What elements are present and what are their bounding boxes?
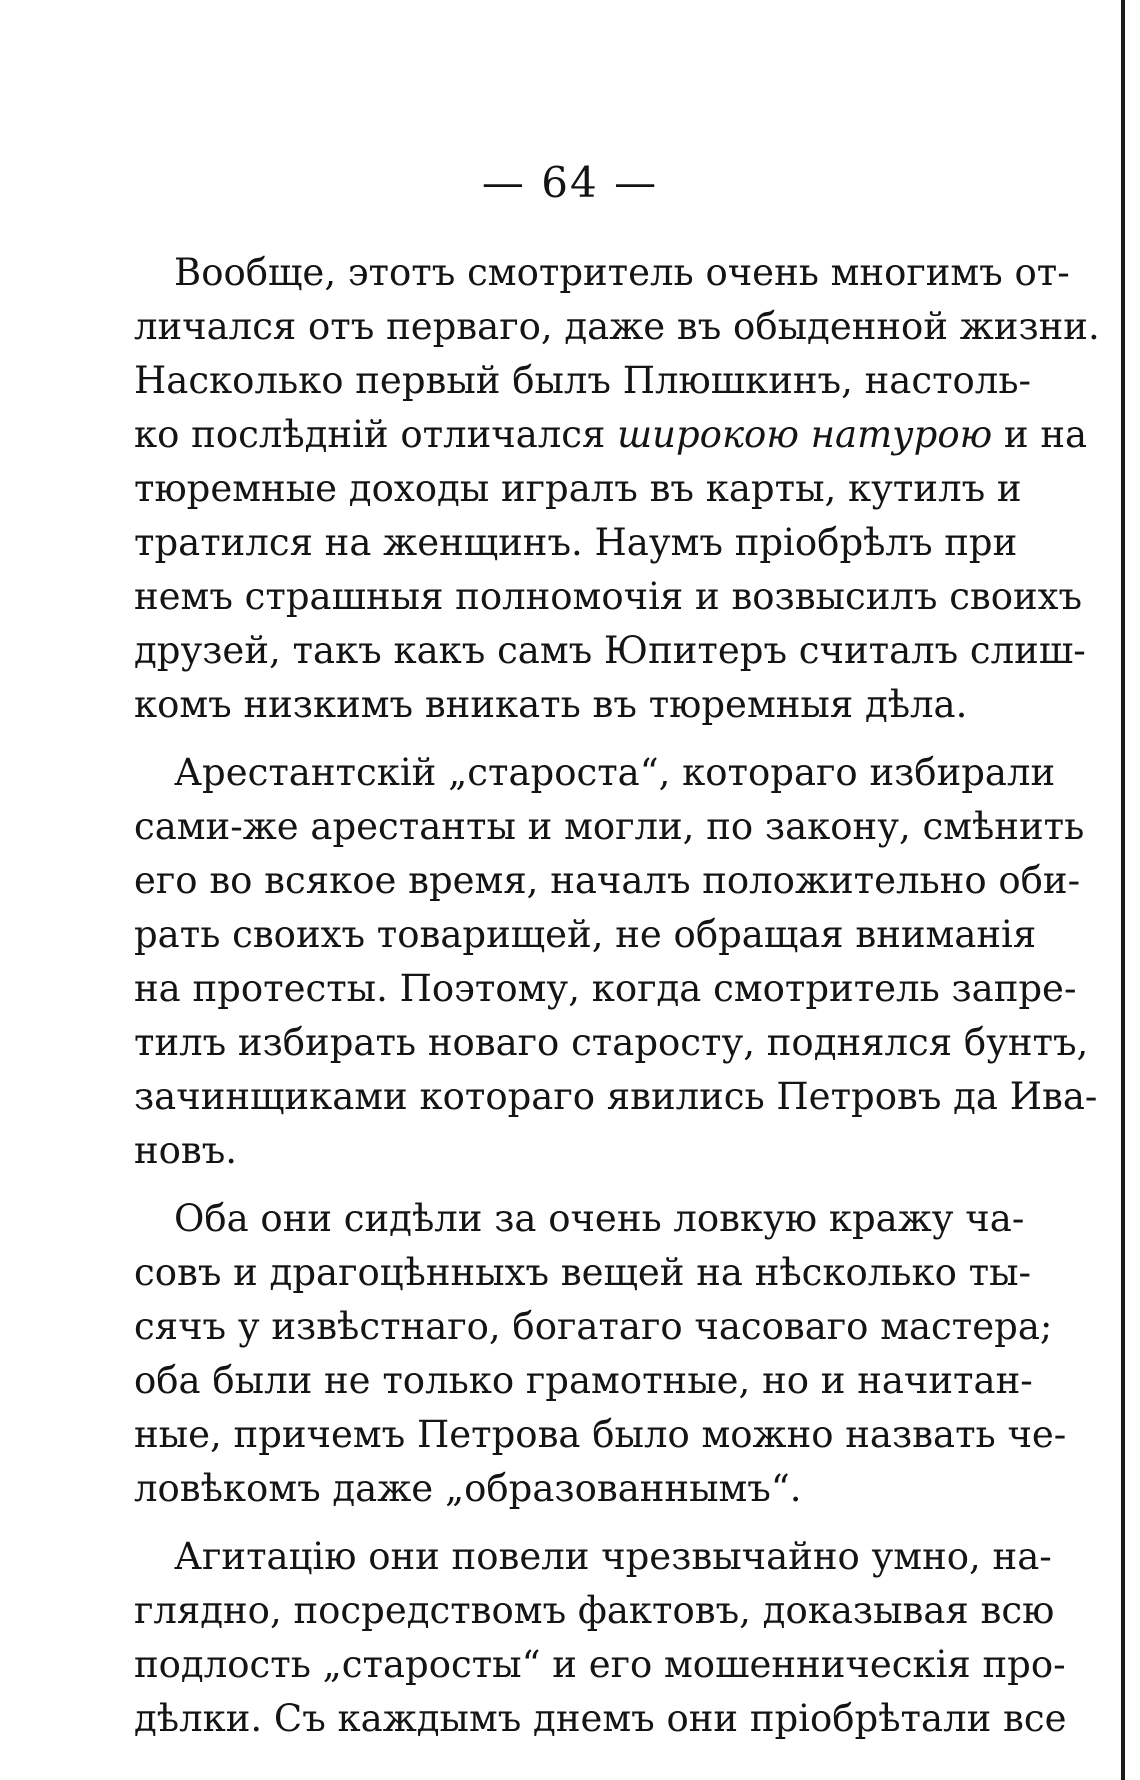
text-line [134,800,1085,854]
paragraph-3 [134,1192,1067,1516]
text-line [134,1692,1067,1746]
text-line [134,1192,1025,1246]
text-segment: сячъ у извѣстнаго, богатаго часоваго мастера; [134,1305,1053,1348]
text-line [134,624,1086,678]
text-line [134,1016,1089,1070]
text-segment: его во всякое время, началъ положительно оби- [134,859,1081,902]
text-line [134,908,1037,962]
text-line [134,570,1083,624]
text-segment: и на [992,413,1088,456]
text-segment: Арестантскій „староста“, котораго избирали [174,751,1056,794]
text-segment: рать своихъ товарищей, не обращая вниманія [134,913,1037,956]
text-line [134,1408,1067,1462]
text-segment: друзей, такъ какъ самъ Юпитеръ считалъ слиш- [134,629,1086,672]
paragraph-2 [134,746,1098,1178]
text-line [134,1124,1004,1178]
page-number: — 64 — [481,158,659,207]
text-line [134,1300,1053,1354]
text-line [134,1070,1098,1124]
text-segment: подлость „старосты“ и его мошенническія про- [134,1643,1066,1686]
text-segment: личался отъ перваго, даже въ обыденной жизни. [134,305,1100,348]
text-line [134,354,1031,408]
text-segment: тилъ избирать новаго старосту, поднялся бунтъ, [134,1021,1089,1064]
text-segment: Насколько первый былъ Плюшкинъ, настоль- [134,359,1031,402]
text-segment: ловѣкомъ даже „образованнымъ“. [134,1467,802,1510]
text-line [134,1246,1032,1300]
text-segment: Оба они сидѣли за очень ловкую кражу ча- [174,1197,1025,1240]
page-edge-line [1121,0,1125,1780]
text-segment: ные, причемъ Петрова было можно назвать че- [134,1413,1067,1456]
text-line [134,516,1018,570]
paragraph-4 [134,1530,1067,1746]
text-segment: сами-же арестанты и могли, по закону, смѣнить [134,805,1085,848]
text-line [134,746,1056,800]
body-text [134,246,1100,1746]
text-segment: немъ страшныя полномочія и возвысилъ своихъ [134,575,1083,618]
text-segment: зачинщиками котораго явились Петровъ да Ива- [134,1075,1098,1118]
text-segment: новъ. [134,1129,238,1172]
text-line [134,1462,1004,1516]
text-segment: Агитацію они повели чрезвычайно умно, на- [174,1535,1052,1578]
text-segment: тюремные доходы игралъ въ карты, кутилъ и [134,467,1022,510]
text-segment: глядно, посредствомъ фактовъ, доказывая всю [134,1589,1055,1632]
text-line [134,678,1004,732]
text-segment: Вообще, этотъ смотритель очень многимъ от- [174,251,1070,294]
text-line [134,246,1070,300]
text-line [134,962,1077,1016]
text-segment: ко послѣдній отличался [134,413,618,456]
text-line [134,1354,1033,1408]
text-line [134,408,1088,462]
text-segment: дѣлки. Съ каждымъ днемъ они пріобрѣтали все [134,1697,1067,1740]
text-line [134,1638,1066,1692]
text-line [134,300,1100,354]
text-segment: тратился на женщинъ. Наумъ пріобрѣлъ при [134,521,1018,564]
text-segment: оба были не только грамотные, но и начитан- [134,1359,1033,1402]
text-line [134,854,1081,908]
text-segment: на протесты. Поэтому, когда смотритель запре- [134,967,1077,1010]
text-segment: комъ низкимъ вникать въ тюремныя дѣла. [134,683,968,726]
text-line [134,462,1022,516]
italic-emphasis: широкою натурою [617,413,993,456]
text-line [134,1530,1052,1584]
text-segment: совъ и драгоцѣнныхъ вещей на нѣсколько ты- [134,1251,1032,1294]
paragraph-1 [134,246,1100,732]
text-line [134,1584,1055,1638]
